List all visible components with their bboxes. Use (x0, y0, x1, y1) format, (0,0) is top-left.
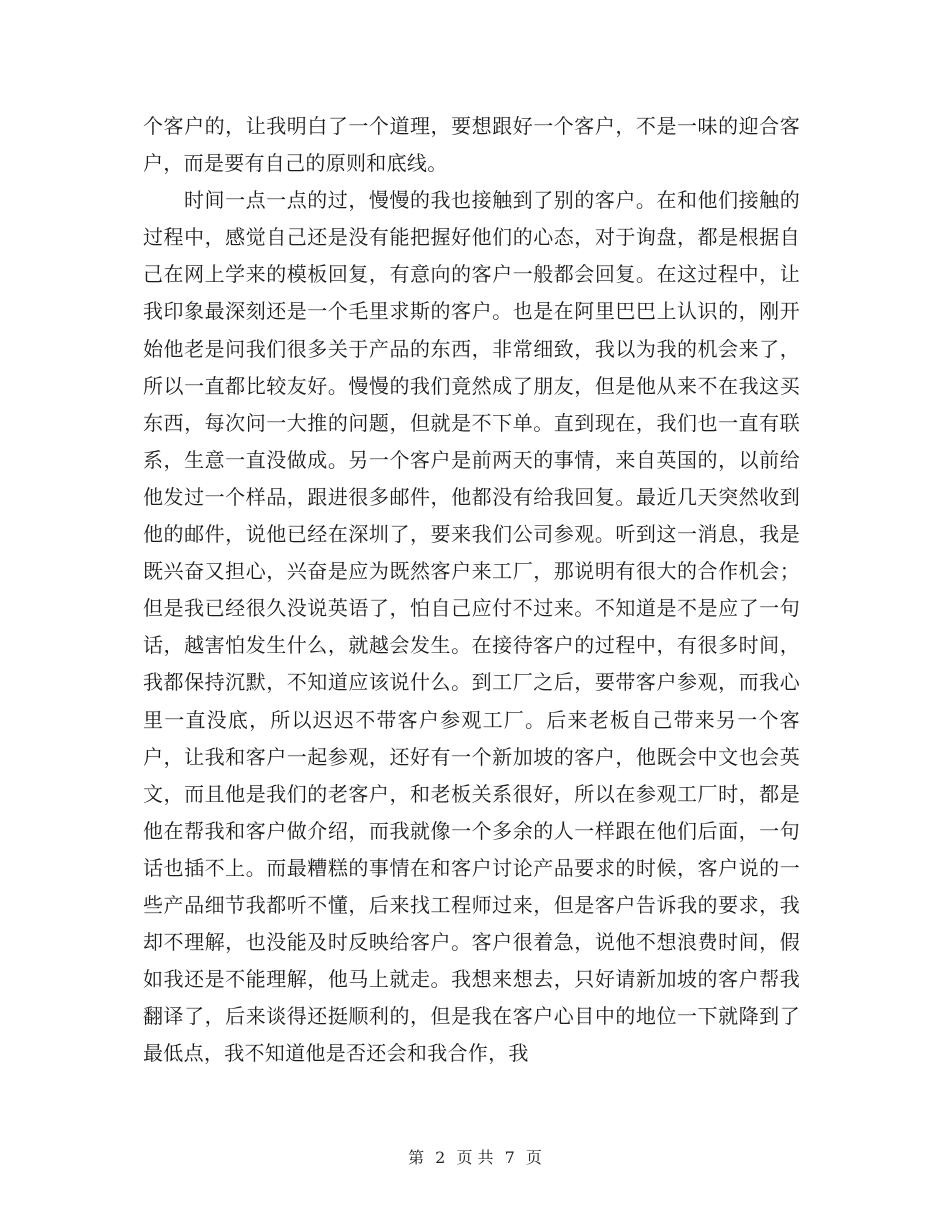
current-page-number: 2 (435, 1148, 446, 1167)
page-footer (0, 1148, 950, 1168)
footer-prefix: 第 (408, 1148, 425, 1167)
footer-middle: 页 共 (456, 1148, 494, 1167)
footer-suffix: 页 (525, 1148, 542, 1167)
paragraph-2: 时间一点一点的过，慢慢的我也接触到了别的客户。在和他们接触的过程中，感觉自己还是没有能把握好他们的心态，对于询盘，都是根据自己在网上学来的模板回复，有意向的客户一般都会回复。在这过程中，让我印象最深刻还是一个毛里求斯的客户。也是在阿里巴巴上认识的，刚开始他老是问我们很多关于产品的东西，非常细致，我以为我的机会来了，所以一直都比较友好。慢慢的我们竟然成了朋友，但是他从来不在我这买东西，每次问一大推的问题，但就是不下单。直到现在，我们也一直有联系，生意一直没做成。另一个客户是前两天的事情，来自英国的，以前给他发过一个样品，跟进很多邮件，他都没有给我回复。最近几天突然收到他的邮件，说他已经在深圳了，要来我们公司参观。听到这一消息，我是既兴奋又担心，兴奋是应为既然客户来工厂，那说明有很大的合作机会；但是我已经很久没说英语了，怕自己应付不过来。不知道是不是应了一句话，越害怕发生什么，就越会发生。在接待客户的过程中，有很多时间，我都保持沉默，不知道应该说什么。到工厂之后，要带客户参观，而我心里一直没底，所以迟迟不带客户参观工厂。后来老板自己带来另一个客户，让我和客户一起参观，还好有一个新加坡的客户，他既会中文也会英文，而且他是我们的老客户，和老板关系很好，所以在参观工厂时，都是他在帮我和客户做介绍，而我就像一个多余的人一样跟在他们后面，一句话也插不上。而最糟糕的事情在和客户讨论产品要求的时候，客户说的一些产品细节我都听不懂，后来找工程师过来，但是客户告诉我的要求，我却不理解，也没能及时反映给客户。客户很着急，说他不想浪费时间，假如我还是不能理解，他马上就走。我想来想去，只好请新加坡的客户帮我翻译了，后来谈得还挺顺利的，但是我在客户心目中的地位一下就降到了最低点，我不知道他是否还会和我合作，我 (143, 188, 800, 1066)
total-page-count: 7 (504, 1148, 515, 1167)
document-body (143, 108, 800, 1072)
paragraph-1: 个客户的，让我明白了一个道理，要想跟好一个客户，不是一味的迎合客户，而是要有自己的原则和底线。 (143, 114, 800, 176)
